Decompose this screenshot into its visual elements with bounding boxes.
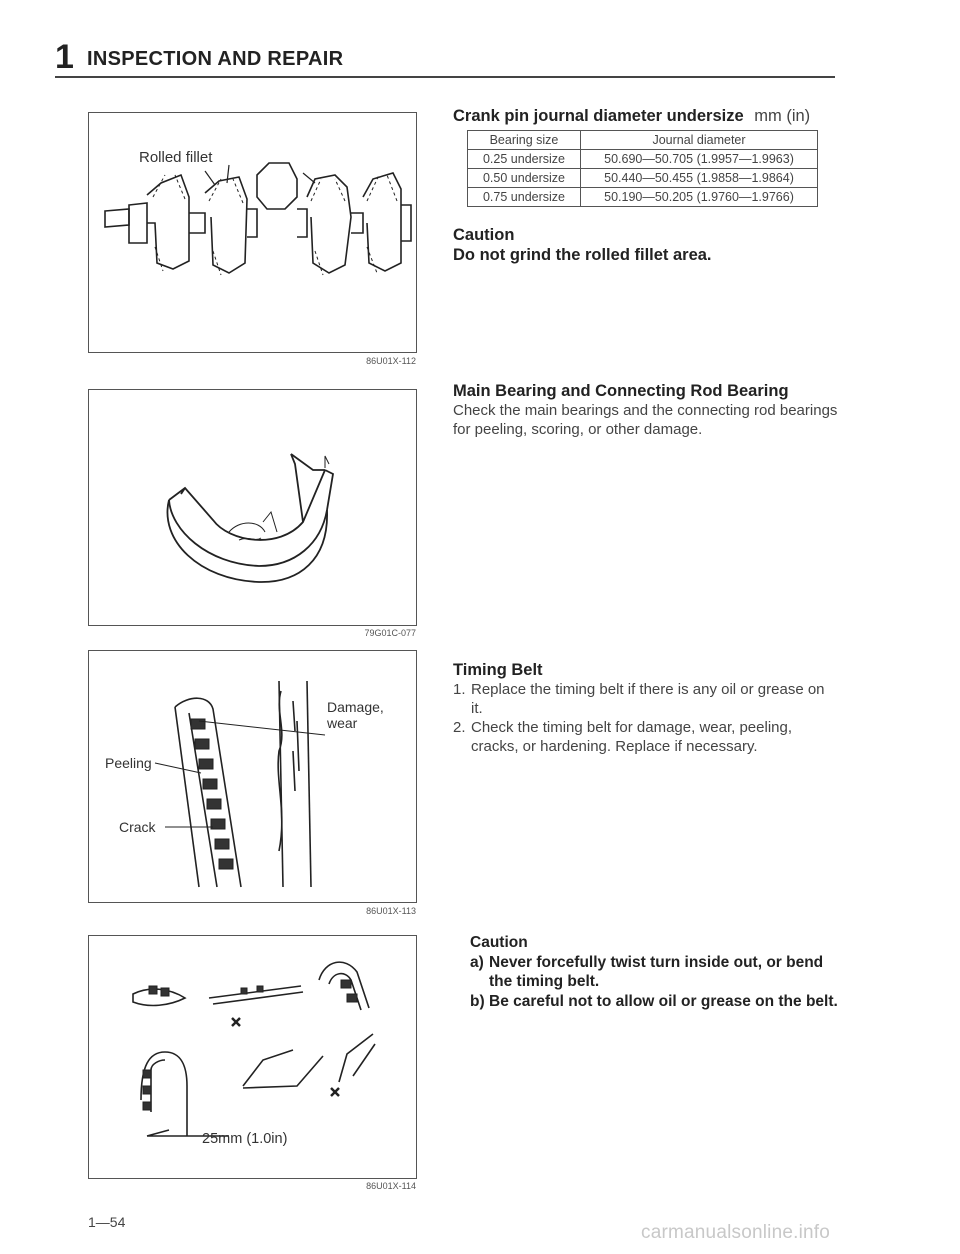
caution-text: Be careful not to allow oil or grease on the belt. <box>489 992 838 1010</box>
table-cell: 0.25 undersize <box>468 150 581 169</box>
label-peeling: Peeling <box>105 755 152 771</box>
label-damage: Damage, <box>327 699 384 715</box>
figure-code: 86U01X-113 <box>366 906 416 916</box>
table-row <box>468 150 818 169</box>
section-title: INSPECTION AND REPAIR <box>87 48 344 70</box>
timing-belt-heading: Timing Belt <box>453 661 543 679</box>
crank-caution-title: Caution <box>453 226 515 244</box>
step-number: 1. <box>453 681 466 698</box>
main-bearing-body: Check the main bearings and the connecting rod bearings for peeling, scoring, or other damage. <box>453 402 838 438</box>
belt-caution-title: Caution <box>470 934 528 951</box>
table-header: Journal diameter <box>581 131 818 150</box>
table-cell: 50.440—50.455 (1.9858—1.9864) <box>581 169 818 188</box>
table-cell: 50.190—50.205 (1.9760—1.9766) <box>581 188 818 207</box>
main-bearing-heading: Main Bearing and Connecting Rod Bearing <box>453 382 789 400</box>
list-item <box>453 718 838 756</box>
figure-code: 86U01X-112 <box>366 356 416 366</box>
belt-caution <box>470 933 838 1011</box>
undersize-table <box>467 130 818 207</box>
label-rolled-fillet: Rolled fillet <box>139 149 213 166</box>
crankshaft-illustration <box>89 113 415 351</box>
list-item <box>470 953 838 992</box>
table-cell: 50.690—50.705 (1.9957—1.9963) <box>581 150 818 169</box>
figure-bearing <box>88 389 417 626</box>
list-item <box>453 680 838 718</box>
table-cell: 0.75 undersize <box>468 188 581 207</box>
section-number: 1 <box>55 38 74 76</box>
label-belt-radius: 25mm (1.0in) <box>202 1131 288 1147</box>
caution-letter: b) <box>470 992 485 1010</box>
step-text: Check the timing belt for damage, wear, peeling, cracks, or hardening. Replace if necessary. <box>471 719 793 755</box>
crank-pin-heading <box>453 107 810 126</box>
crank-pin-title: Crank pin journal diameter undersize <box>453 107 744 125</box>
figure-belt-handling <box>88 935 417 1179</box>
crank-pin-unit: mm (in) <box>754 107 811 125</box>
page-number: 1—54 <box>88 1214 126 1230</box>
figure-code: 86U01X-114 <box>366 1181 416 1191</box>
figure-crankshaft <box>88 112 417 353</box>
timing-belt-steps <box>453 680 838 756</box>
crank-caution-text: Do not grind the rolled fillet area. <box>453 246 712 264</box>
table-cell: 0.50 undersize <box>468 169 581 188</box>
list-item <box>470 992 838 1012</box>
figure-timing-belt <box>88 650 417 903</box>
header-rule <box>55 76 835 78</box>
timing-belt-illustration <box>89 651 415 901</box>
figure-code: 79G01C-077 <box>364 628 416 638</box>
table-header-row <box>468 131 818 150</box>
label-crack: Crack <box>119 819 156 835</box>
caution-text: Never forcefully twist turn inside out, or bend the timing belt. <box>489 953 824 990</box>
bearing-illustration <box>89 390 415 624</box>
step-number: 2. <box>453 719 466 736</box>
table-row <box>468 188 818 207</box>
step-text: Replace the timing belt if there is any oil or grease on it. <box>471 681 825 717</box>
watermark: carmanualsonline.info <box>641 1222 831 1243</box>
table-row <box>468 169 818 188</box>
label-wear: wear <box>327 715 358 731</box>
caution-letter: a) <box>470 953 484 971</box>
table-header: Bearing size <box>468 131 581 150</box>
